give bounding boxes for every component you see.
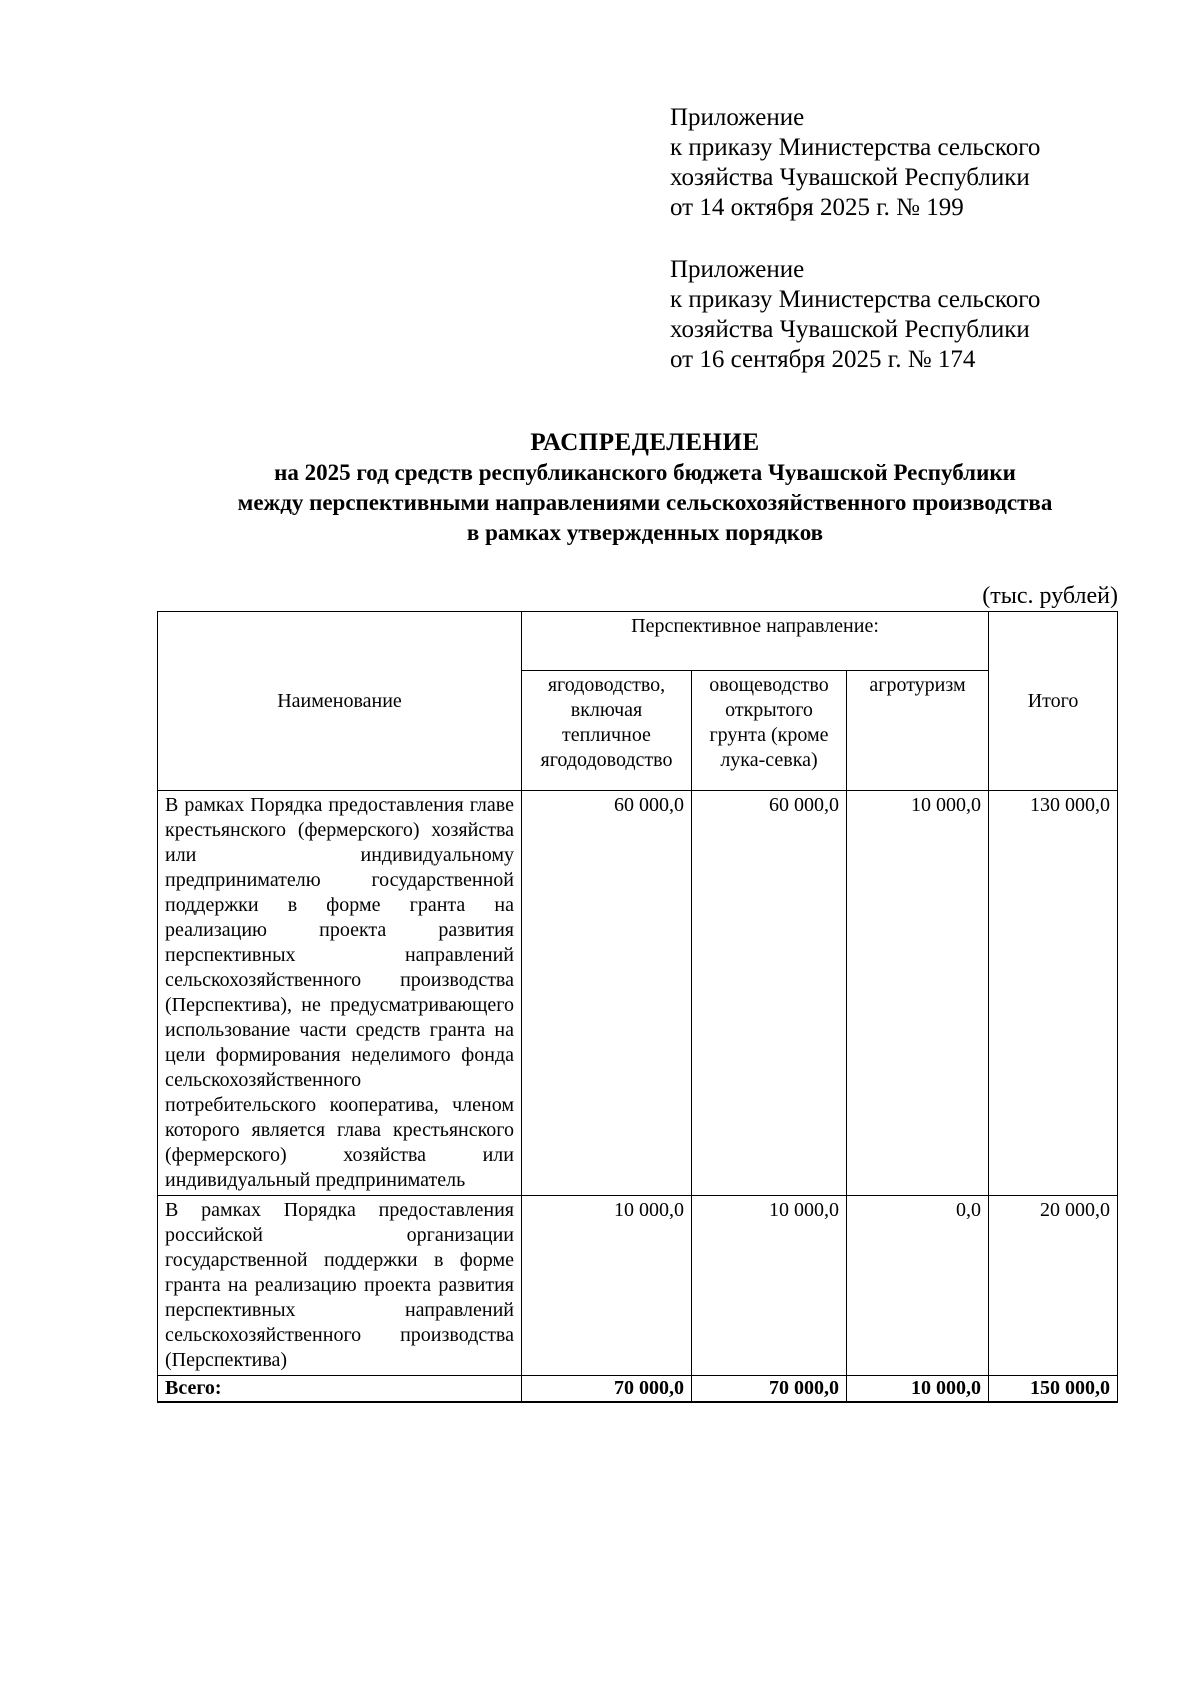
appendix-ministry-line: хозяйства Чувашской Республики bbox=[670, 316, 1030, 343]
distribution-table bbox=[157, 611, 1118, 1403]
row-name: В рамках Порядка предоставления главе крестьянского (фермерского) хозяйства или индивидуальному предпринимателю государственной поддержки в форме гранта на реализацию проекта развития перспективных направлений сельскохозяйственного производства (Перспектива), не предусматривающего использование части средств гранта на цели формирования неделимого фонда сельскохозяйственного потребительского кооператива, членом которого является глава крестьянского (фермерского) хозяйства или индивидуальный предприниматель bbox=[158, 791, 522, 1196]
table-row bbox=[158, 791, 1118, 1196]
units-note: (тыс. рублей) bbox=[982, 583, 1118, 609]
table-row bbox=[158, 1196, 1118, 1376]
header-direction: Перспективное направление: bbox=[522, 612, 989, 671]
total-label: Всего: bbox=[158, 1376, 522, 1403]
cell-vegetables: 60 000,0 bbox=[692, 791, 847, 1196]
appendix-order-line: к приказу Министерства сельского bbox=[670, 134, 1041, 161]
cell-vegetables: 10 000,0 bbox=[692, 1196, 847, 1376]
appendix-note-current bbox=[670, 103, 1150, 223]
appendix-label: Приложение bbox=[670, 104, 805, 131]
appendix-label: Приложение bbox=[670, 256, 805, 283]
cell-berries: 10 000,0 bbox=[522, 1196, 692, 1376]
header-agrotourism: агротуризм bbox=[847, 671, 989, 791]
header-vegetables: овощеводство открытого грунта (кроме лука-севка) bbox=[692, 671, 847, 791]
total-grand: 150 000,0 bbox=[989, 1376, 1118, 1403]
document-title bbox=[150, 428, 1140, 548]
appendix-date-line: от 16 сентября 2025 г. № 174 bbox=[670, 346, 976, 373]
title-line: на 2025 год средств республиканского бюджета Чувашской Республики bbox=[274, 460, 1016, 485]
table-header-row bbox=[158, 612, 1118, 671]
cell-agrotourism: 0,0 bbox=[847, 1196, 989, 1376]
cell-agrotourism: 10 000,0 bbox=[847, 791, 989, 1196]
total-vegetables: 70 000,0 bbox=[692, 1376, 847, 1403]
title-line: между перспективными направлениями сельскохозяйственного производства bbox=[237, 490, 1053, 515]
cell-total: 130 000,0 bbox=[989, 791, 1118, 1196]
header-berries: ягодоводство, включая тепличное ягододоводство bbox=[522, 671, 692, 791]
appendix-note-original bbox=[670, 255, 1150, 375]
total-agrotourism: 10 000,0 bbox=[847, 1376, 989, 1403]
cell-total: 20 000,0 bbox=[989, 1196, 1118, 1376]
header-total: Итого bbox=[989, 612, 1118, 791]
row-name: В рамках Порядка предоставления российской организации государственной поддержки в форме гранта на реализацию проекта развития перспективных направлений сельскохозяйственного производства (Перспектива) bbox=[158, 1196, 522, 1376]
header-name: Наименование bbox=[158, 612, 522, 791]
total-berries: 70 000,0 bbox=[522, 1376, 692, 1403]
cell-berries: 60 000,0 bbox=[522, 791, 692, 1196]
title-main: РАСПРЕДЕЛЕНИЕ bbox=[530, 429, 760, 456]
title-line: в рамках утвержденных порядков bbox=[466, 520, 824, 545]
table-total-row bbox=[158, 1376, 1118, 1403]
appendix-date-line: от 14 октября 2025 г. № 199 bbox=[670, 194, 964, 221]
appendix-ministry-line: хозяйства Чувашской Республики bbox=[670, 164, 1030, 191]
appendix-order-line: к приказу Министерства сельского bbox=[670, 286, 1041, 313]
